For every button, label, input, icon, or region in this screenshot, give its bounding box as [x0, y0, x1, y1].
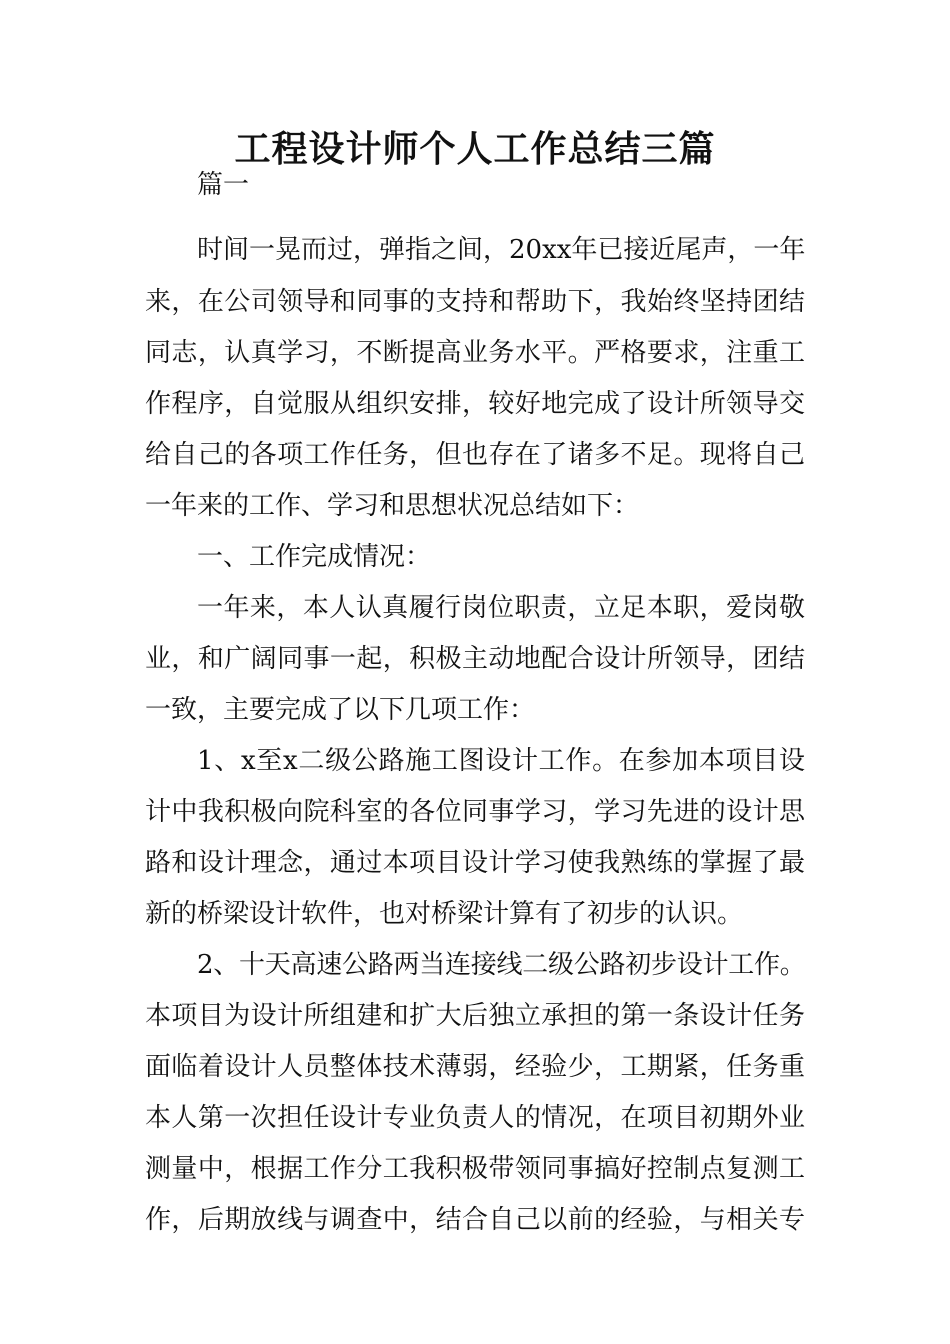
paragraph-line: 本人第一次担任设计专业负责人的情况，在项目初期外业	[145, 1103, 805, 1133]
document-title: 工程设计师个人工作总结三篇	[234, 129, 716, 170]
subsection-heading: 一、工作完成情况：	[197, 542, 432, 572]
paragraph-line: 1、x至x二级公路施工图设计工作。在参加本项目设	[197, 746, 805, 776]
paragraph-line: 本项目为设计所组建和扩大后独立承担的第一条设计任务	[145, 1001, 805, 1031]
paragraph-line: 给自己的各项工作任务，但也存在了诸多不足。现将自己	[145, 440, 805, 470]
paragraph-line: 业，和广阔同事一起，积极主动地配合设计所领导，团结	[145, 644, 805, 674]
paragraph-line: 一致，主要完成了以下几项工作：	[145, 695, 536, 725]
paragraph-line: 一年来的工作、学习和思想状况总结如下：	[145, 491, 640, 521]
paragraph-line: 测量中，根据工作分工我积极带领同事搞好控制点复测工	[145, 1154, 805, 1184]
paragraph-line: 作程序，自觉服从组织安排，较好地完成了设计所领导交	[145, 389, 805, 419]
section-heading: 篇一	[197, 170, 250, 200]
paragraph-line: 一年来，本人认真履行岗位职责，立足本职，爱岗敬	[197, 593, 805, 623]
paragraph-line: 2、十天高速公路两当连接线二级公路初步设计工作。	[197, 950, 806, 980]
paragraph-line: 来，在公司领导和同事的支持和帮助下，我始终坚持团结	[145, 287, 805, 317]
paragraph-line: 时间一晃而过，弹指之间，20xx年已接近尾声，一年	[197, 235, 806, 265]
paragraph-line: 同志，认真学习，不断提高业务水平。严格要求，注重工	[145, 338, 805, 368]
paragraph-line: 作，后期放线与调查中，结合自己以前的经验，与相关专	[145, 1205, 805, 1235]
paragraph-line: 计中我积极向院科室的各位同事学习，学习先进的设计思	[145, 797, 805, 827]
paragraph-line: 面临着设计人员整体技术薄弱，经验少，工期紧，任务重	[145, 1052, 805, 1082]
paragraph-line: 新的桥梁设计软件，也对桥梁计算有了初步的认识。	[145, 899, 744, 929]
paragraph-line: 路和设计理念，通过本项目设计学习使我熟练的掌握了最	[145, 848, 805, 878]
